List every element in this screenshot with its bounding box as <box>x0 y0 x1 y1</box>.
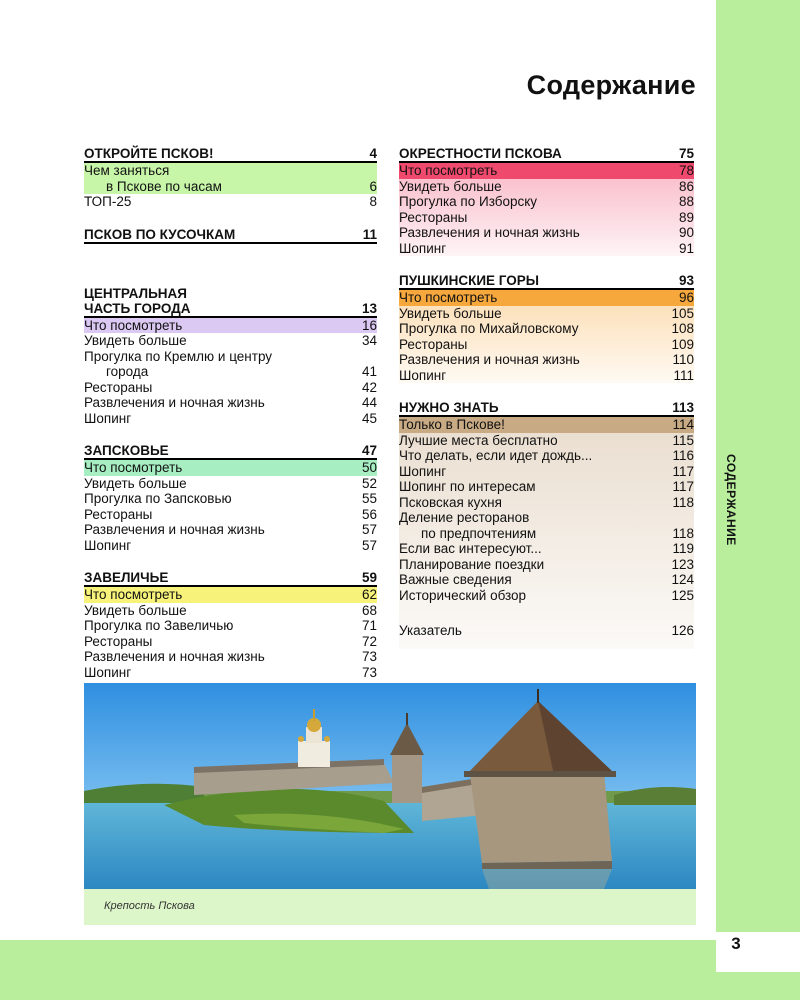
photo-caption: Крепость Пскова <box>104 900 195 912</box>
entry-page: 78 <box>678 163 694 178</box>
entry-label: ТОП-25 <box>84 194 132 209</box>
pskov-fortress-photo <box>84 683 696 889</box>
toc-entry[interactable] <box>84 587 377 603</box>
section-items <box>84 460 377 553</box>
entry-label: Прогулка по Кремлю и центру <box>84 348 273 364</box>
entry-page: 6 <box>369 178 377 194</box>
toc-entry[interactable] <box>84 411 377 427</box>
entry-page: 119 <box>672 541 694 556</box>
section-items <box>399 163 694 256</box>
toc-right-column <box>399 146 694 649</box>
toc-entry[interactable] <box>84 318 377 334</box>
section-title: ПУШКИНСКИЕ ГОРЫ <box>399 273 540 288</box>
entry-label: Увидеть больше <box>399 178 502 194</box>
section-page: 59 <box>361 570 377 585</box>
entry-label: Рестораны <box>84 379 153 395</box>
spacer <box>399 383 694 400</box>
section-items <box>84 163 377 210</box>
entry-label: Прогулка по Изборску <box>399 194 538 209</box>
toc-entry[interactable] <box>84 522 377 538</box>
entry-label: Планирование поездки <box>399 556 545 572</box>
entry-label: Шопинг <box>84 537 132 553</box>
entry-page: 91 <box>678 240 694 256</box>
entry-page: 55 <box>361 491 377 506</box>
toc-section <box>399 400 694 649</box>
toc-entry[interactable] <box>399 526 694 542</box>
toc-entry[interactable] <box>399 241 694 257</box>
entry-label: Рестораны <box>399 336 468 352</box>
entry-label: Шопинг <box>399 367 447 383</box>
spacer <box>84 426 377 443</box>
toc-entry[interactable] <box>399 352 694 368</box>
entry-page: 118 <box>672 494 694 510</box>
entry-label: Прогулка по Запсковью <box>84 491 232 506</box>
section-title: ЗАПСКОВЬЕ <box>84 443 169 458</box>
entry-page: 116 <box>672 448 694 463</box>
toc-entry[interactable] <box>84 349 377 365</box>
entry-page: 56 <box>361 506 377 522</box>
entry-label: Рестораны <box>399 209 468 225</box>
entry-label: Исторический обзор <box>399 587 527 603</box>
toc-entry[interactable] <box>399 225 694 241</box>
toc-entry[interactable] <box>84 194 377 210</box>
entry-page: 50 <box>361 460 377 475</box>
entry-label: Чем заняться <box>84 163 170 178</box>
entry-label: Увидеть больше <box>84 333 187 348</box>
toc-entry[interactable] <box>399 368 694 384</box>
entry-page: 96 <box>678 290 694 305</box>
entry-label: Важные сведения <box>399 572 512 587</box>
toc-entry[interactable] <box>84 538 377 554</box>
toc-entry[interactable] <box>84 380 377 396</box>
entry-page: 8 <box>369 194 377 209</box>
section-heading[interactable] <box>399 400 694 417</box>
entry-label: Шопинг <box>399 463 447 479</box>
entry-page: 90 <box>678 225 694 240</box>
toc-entry[interactable] <box>399 448 694 464</box>
entry-label: Увидеть больше <box>84 602 187 618</box>
toc-entry[interactable] <box>84 179 377 195</box>
toc-entry[interactable] <box>399 541 694 557</box>
entry-label: Развлечения и ночная жизнь <box>84 649 265 664</box>
entry-page: 72 <box>361 633 377 649</box>
entry-page: 89 <box>678 209 694 225</box>
toc-entry[interactable] <box>399 510 694 526</box>
toc-entry[interactable] <box>399 588 694 604</box>
toc-entry[interactable] <box>399 163 694 179</box>
toc-entry[interactable] <box>84 491 377 507</box>
toc-entry[interactable] <box>399 179 694 195</box>
entry-page: 73 <box>361 664 377 680</box>
entry-page: 57 <box>361 537 377 553</box>
entry-label: Псковская кухня <box>399 494 502 510</box>
toc-entry[interactable] <box>399 290 694 306</box>
section-page: 4 <box>369 146 377 161</box>
toc-entry[interactable] <box>399 210 694 226</box>
entry-label: Увидеть больше <box>399 305 502 321</box>
entry-page: 86 <box>678 178 694 194</box>
entry-page: 124 <box>671 572 694 587</box>
section-items <box>399 417 694 649</box>
toc-entry[interactable] <box>84 333 377 349</box>
entry-page: 125 <box>671 587 694 603</box>
section-page: 75 <box>678 146 694 161</box>
section-items <box>84 318 377 427</box>
entry-label: Шопинг по интересам <box>399 479 536 494</box>
toc-entry[interactable] <box>84 163 377 179</box>
entry-label: Шопинг <box>84 664 132 680</box>
toc-section <box>84 570 377 680</box>
toc-entry[interactable] <box>84 603 377 619</box>
toc-entry[interactable] <box>84 460 377 476</box>
entry-page: 114 <box>672 417 694 432</box>
toc-entry[interactable] <box>399 337 694 353</box>
entry-page: 123 <box>671 556 694 572</box>
entry-label: Развлечения и ночная жизнь <box>399 352 580 367</box>
page-number: 3 <box>731 934 741 953</box>
section-heading[interactable] <box>84 570 377 587</box>
toc-entry[interactable] <box>84 364 377 380</box>
toc-section <box>84 227 377 244</box>
spacer <box>399 256 694 273</box>
entry-page: 68 <box>361 602 377 618</box>
entry-label: Что посмотреть <box>84 460 183 475</box>
section-heading[interactable] <box>84 146 377 163</box>
entry-label: Прогулка по Завеличью <box>84 618 234 633</box>
entry-page: 88 <box>678 194 694 209</box>
entry-label: Что посмотреть <box>399 163 498 178</box>
section-title: ПСКОВ ПО КУСОЧКАМ <box>84 226 236 242</box>
toc-entry[interactable] <box>399 464 694 480</box>
toc-section <box>84 443 377 553</box>
section-heading[interactable] <box>84 286 377 318</box>
entry-label: Указатель <box>399 623 462 638</box>
section-page: 13 <box>361 300 377 316</box>
entry-label: Только в Пскове! <box>399 417 505 432</box>
entry-label: Шопинг <box>399 240 447 256</box>
entry-label: Рестораны <box>84 633 153 649</box>
section-heading[interactable] <box>399 273 694 290</box>
toc-entry[interactable] <box>399 557 694 573</box>
spacer <box>84 553 377 570</box>
section-title: ОТКРОЙТЕ ПСКОВ! <box>84 146 214 161</box>
entry-page: 73 <box>361 649 377 664</box>
entry-page: 57 <box>361 522 377 537</box>
entry-page: 126 <box>671 623 694 638</box>
entry-label: Развлечения и ночная жизнь <box>84 522 265 537</box>
entry-page: 118 <box>672 525 694 541</box>
entry-page: 71 <box>361 618 377 633</box>
section-heading[interactable] <box>399 146 694 163</box>
entry-label: Шопинг <box>84 410 132 426</box>
section-heading[interactable] <box>84 443 377 460</box>
section-heading[interactable] <box>84 227 377 244</box>
entry-page: 117 <box>672 463 694 479</box>
page-title: Содержание <box>526 70 696 100</box>
toc-entry[interactable] <box>399 572 694 588</box>
entry-page: 45 <box>361 410 377 426</box>
toc-entry[interactable] <box>84 618 377 634</box>
toc-section <box>84 146 377 210</box>
toc-entry[interactable] <box>84 634 377 650</box>
entry-page: 109 <box>671 336 694 352</box>
section-title: ЗАВЕЛИЧЬЕ <box>84 570 169 585</box>
toc-entry[interactable] <box>84 665 377 681</box>
entry-label: Лучшие места бесплатно <box>399 432 558 448</box>
entry-label: Увидеть больше <box>84 475 187 491</box>
entry-page: 41 <box>361 364 377 379</box>
toc-entry[interactable] <box>84 395 377 411</box>
spacer <box>84 210 377 227</box>
toc-entry[interactable] <box>84 476 377 492</box>
section-items <box>399 290 694 383</box>
toc-entry[interactable] <box>399 306 694 322</box>
entry-label: в Пскове по часам <box>106 178 222 194</box>
toc-entry[interactable] <box>399 433 694 449</box>
section-page: 11 <box>362 226 377 242</box>
toc-entry[interactable] <box>399 623 694 649</box>
entry-label: Что делать, если идет дождь... <box>399 448 593 463</box>
entry-page: 105 <box>671 305 694 321</box>
entry-page: 44 <box>361 395 377 410</box>
entry-label: Что посмотреть <box>84 587 183 602</box>
section-title: ОКРЕСТНОСТИ ПСКОВА <box>399 146 562 161</box>
entry-page: 52 <box>361 475 377 491</box>
entry-label: по предпочтениям <box>421 525 537 541</box>
pskov-kremlin-illustration <box>84 683 696 889</box>
section-title: ЦЕНТРАЛЬНАЯ ЧАСТЬ ГОРОДА <box>84 285 191 316</box>
entry-page: 111 <box>673 367 694 383</box>
toc-entry[interactable] <box>399 495 694 511</box>
entry-page: 16 <box>361 317 377 333</box>
entry-label: Прогулка по Михайловскому <box>399 321 579 336</box>
entry-page: 62 <box>361 587 377 602</box>
toc-entry-blank <box>399 603 694 623</box>
side-label-text: СОДЕРЖАНИЕ <box>724 454 738 546</box>
entry-page: 42 <box>361 379 377 395</box>
entry-label: Развлечения и ночная жизнь <box>399 225 580 240</box>
entry-label: Деление ресторанов <box>399 510 530 525</box>
toc-entry[interactable] <box>84 507 377 523</box>
entry-page: 117 <box>672 479 694 494</box>
toc-section <box>399 146 694 256</box>
toc-entry[interactable] <box>84 649 377 665</box>
section-items <box>84 587 377 680</box>
entry-page: 108 <box>671 321 694 336</box>
bottom-color-strip <box>0 940 716 1000</box>
section-page: 47 <box>361 443 377 458</box>
toc-left-column <box>84 146 377 680</box>
entry-page: 110 <box>672 352 694 367</box>
toc-entry[interactable] <box>399 194 694 210</box>
toc-entry[interactable] <box>399 321 694 337</box>
entry-label: Рестораны <box>84 506 153 522</box>
section-page: 113 <box>672 400 694 415</box>
toc-entry[interactable] <box>399 417 694 433</box>
entry-page: 115 <box>672 432 694 448</box>
section-page: 93 <box>678 273 694 288</box>
spacer <box>84 244 377 269</box>
toc-section <box>399 273 694 383</box>
entry-page: 34 <box>361 333 377 348</box>
spacer <box>84 269 377 286</box>
entry-label: Развлечения и ночная жизнь <box>84 395 265 410</box>
entry-label: Что посмотреть <box>399 290 498 305</box>
toc-entry[interactable] <box>399 479 694 495</box>
entry-label: Если вас интересуют... <box>399 541 542 556</box>
toc-section <box>84 286 377 427</box>
section-title: НУЖНО ЗНАТЬ <box>399 400 499 415</box>
entry-label: Что посмотреть <box>84 317 183 333</box>
entry-label: города <box>106 364 149 379</box>
